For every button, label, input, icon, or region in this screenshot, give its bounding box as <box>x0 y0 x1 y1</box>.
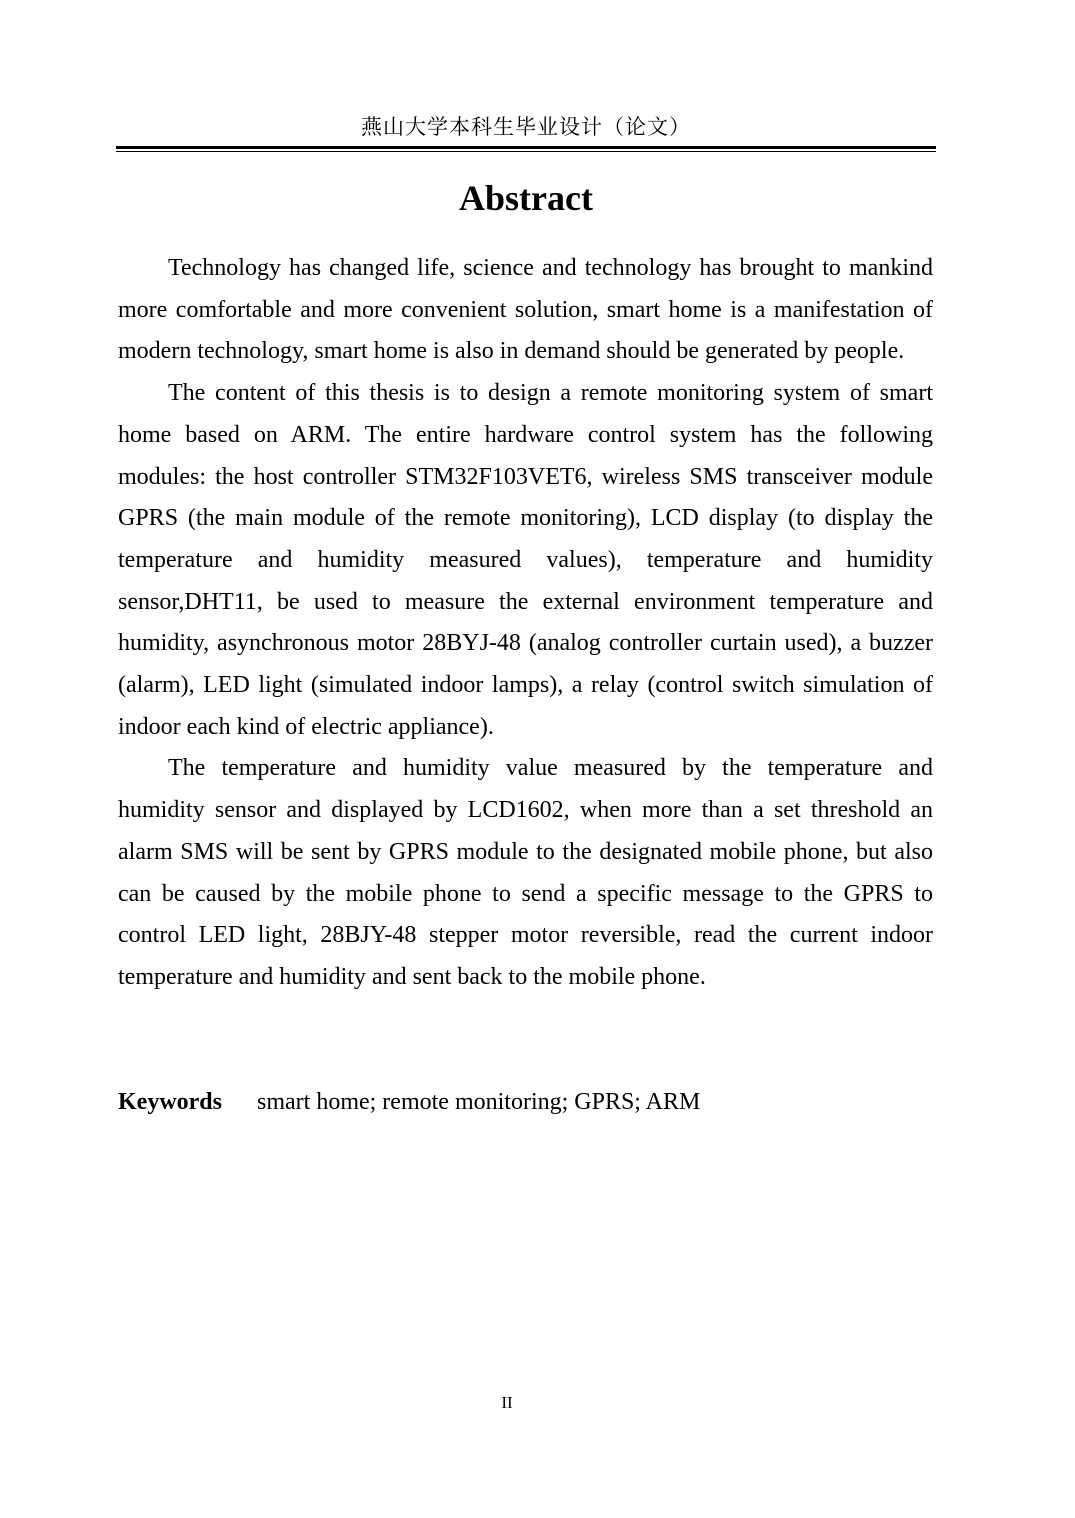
running-header: 燕山大学本科生毕业设计（论文） <box>361 115 691 139</box>
page-number: II <box>501 1393 513 1412</box>
keywords-label: Keywords <box>118 1089 222 1115</box>
abstract-paragraph-3: The temperature and humidity value measured by the temperature and humidity sensor and displayed by LCD1602, when more than a set threshold an alarm SMS will be sent by GPRS module to the designated mobile phone, but also can be caused by the mobile phone to send a specific message to the GPRS to control LED light, 28BJY-48 stepper motor reversible, read the current indoor temperature and humidity and sent back to the mobile phone. <box>118 755 933 990</box>
header-rule-thin <box>116 151 936 152</box>
keywords-value: smart home; remote monitoring; GPRS; ARM <box>257 1089 701 1115</box>
abstract-body <box>118 248 933 999</box>
header-rule <box>116 146 936 149</box>
abstract-paragraph-2: The content of this thesis is to design a remote monitoring system of smart home based on ARM. The entire hardware control system has the following modules: the host controller STM32F103VET6, wireless SMS transceiver module GPRS (the main module of the remote monitoring), LCD display (to display the temperature and humidity measured values), temperature and humidity sensor,DHT11, be used to measure the external environment temperature and humidity, asynchronous motor 28BYJ-48 (analog controller curtain used), a buzzer (alarm), LED light (simulated indoor lamps), a relay (control switch simulation of indoor each kind of electric appliance). <box>118 380 933 740</box>
page-title: Abstract <box>459 178 593 218</box>
keywords-line <box>118 1082 933 1122</box>
abstract-paragraph-1: Technology has changed life, science and technology has brought to mankind more comfortable and more convenient solution, smart home is a manifestation of modern technology, smart home is also in demand should be generated by people. <box>118 255 933 365</box>
